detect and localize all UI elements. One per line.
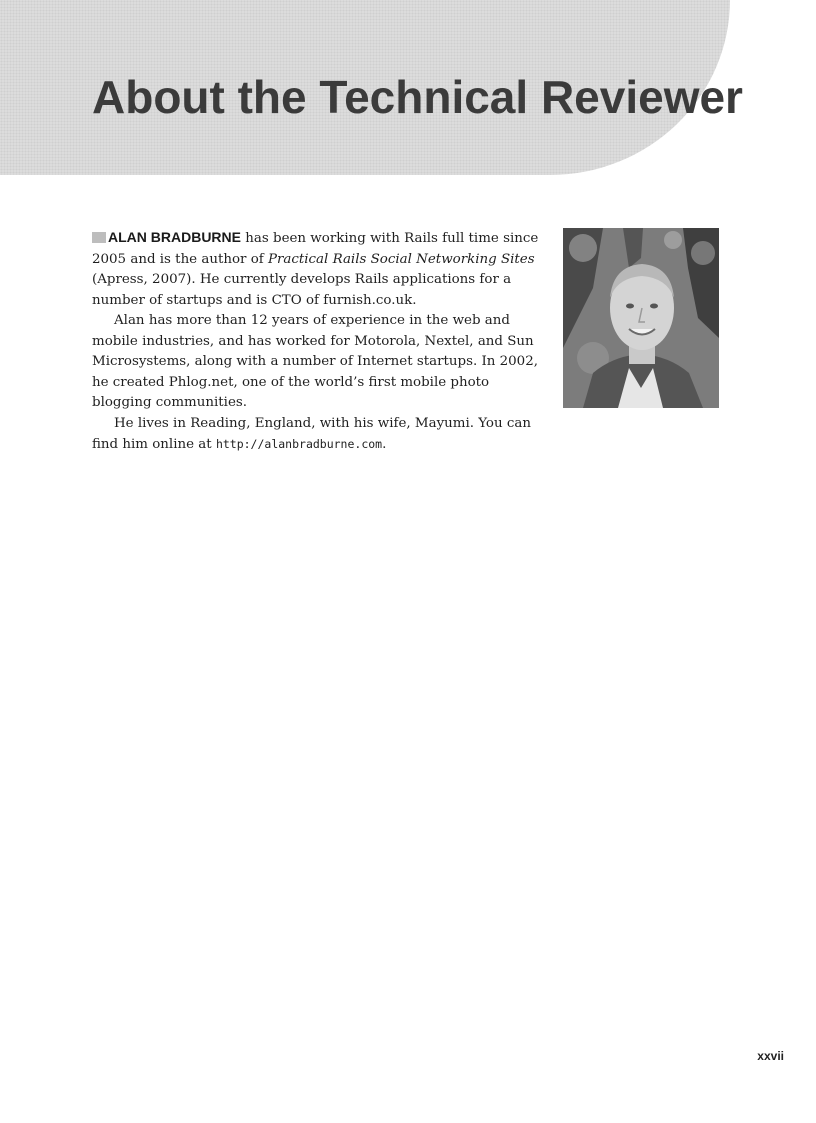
bio-text: He lives in Reading, England, with his wife, Mayumi. You can find him online at — [92, 415, 531, 452]
bio-paragraph-2: Alan has more than 12 years of experience in the web and mobile industries, and has worked for Motorola, Nextel, and Sun Microsystems, along with a number of Internet startups. In 2002, he created Phlog.net, one of the world’s first mobile photo blogging communities. — [92, 313, 538, 410]
bio-text: (Apress, 2007). He currently develops Rails applications for a number of startups and is CTO of furnish.co.uk. — [92, 272, 512, 308]
reviewer-name: ALAN BRADBURNE — [108, 229, 241, 245]
bio-paragraph-1 — [92, 227, 544, 311]
page-number: xxvii — [757, 1049, 784, 1063]
bio-text: has been working with Rails full time since 2005 and is the author of — [92, 231, 539, 267]
chapter-title: About the Technical Reviewer — [92, 71, 743, 123]
bullet-square-icon — [92, 232, 106, 243]
reviewer-bio — [92, 227, 544, 456]
bio-text: . — [382, 437, 387, 452]
reviewer-photo — [563, 228, 719, 408]
website-url[interactable]: http://alanbradburne.com — [215, 437, 383, 451]
bio-paragraph-3 — [92, 414, 544, 456]
book-title: Practical Rails Social Networking Sites — [267, 251, 535, 267]
